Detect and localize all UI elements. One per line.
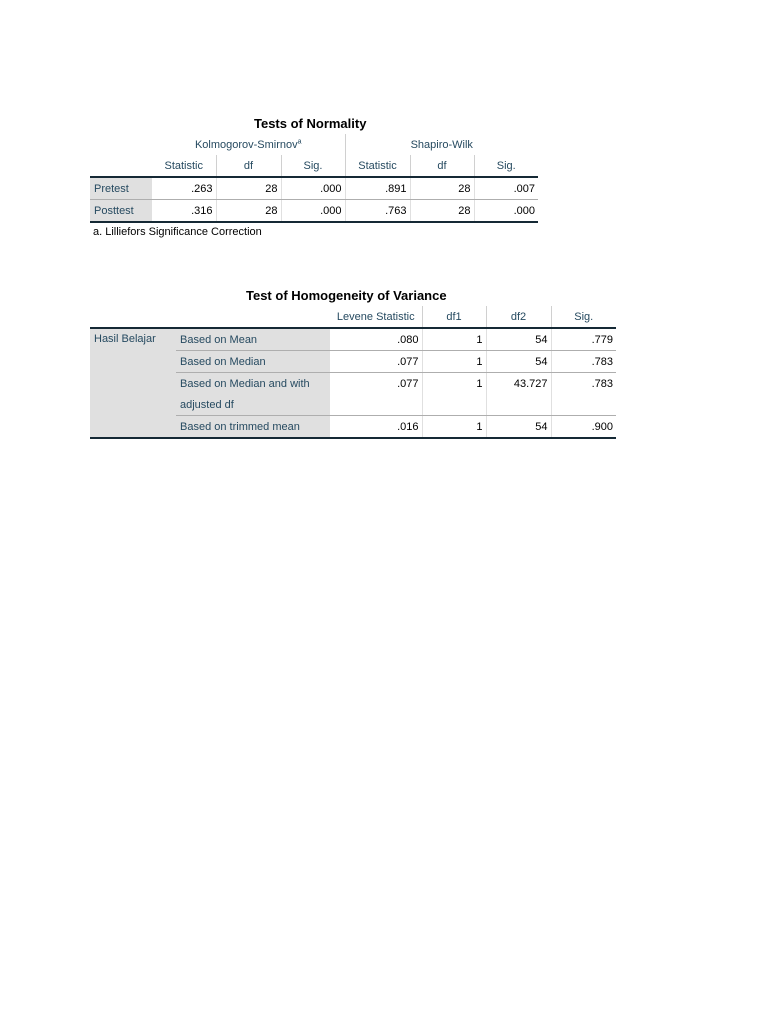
cell: .783 [591,377,613,390]
cell: .263 [152,177,216,200]
row-label-continuation: adjusted df [176,394,330,416]
cell: 43.727 [486,373,551,395]
cell: .779 [551,328,616,351]
cell: .000 [281,177,345,200]
cell: .016 [330,416,422,439]
cell: .316 [152,200,216,223]
cell: .080 [330,328,422,351]
table-row [90,177,538,200]
normality-title: Tests of Normality [254,116,367,131]
cell: 54 [486,351,551,373]
footnote-marker: a [297,137,302,145]
row-label: Based on Median [176,351,330,373]
col-header: df [216,155,281,177]
col-header: Sig. [551,306,616,328]
normality-footnote: a. Lilliefors Significance Correction [93,226,262,238]
col-header: df2 [486,306,551,328]
cell: .077 [330,373,422,395]
cell: 54 [486,416,551,439]
cell: 1 [422,416,486,439]
cell: .783 [551,351,616,373]
cell: 28 [216,200,281,223]
group-header-ks [152,134,345,155]
cell: 28 [216,177,281,200]
cell: 28 [410,177,474,200]
normality-table [90,134,538,223]
cell: 1 [422,351,486,373]
row-label: Based on Median and with [176,373,330,395]
homogeneity-table [90,306,616,439]
col-header: Levene Statistic [330,306,422,328]
homogeneity-title: Test of Homogeneity of Variance [246,288,447,303]
group-label-hasil-belajar: Hasil Belajar [90,328,176,438]
normality-group-header-row [90,134,538,155]
col-header: Sig. [474,155,538,177]
col-header: Sig. [281,155,345,177]
col-header: Statistic [152,155,216,177]
cell: .077 [330,351,422,373]
cell: .891 [345,177,410,200]
row-label-posttest: Posttest [90,200,152,223]
cell: .007 [474,177,538,200]
row-label: Based on Mean [176,328,330,351]
col-header: df [410,155,474,177]
col-header: Statistic [345,155,410,177]
row-label-pretest: Pretest [90,177,152,200]
cell: 28 [410,200,474,223]
cell: .000 [474,200,538,223]
cell: 1 [422,373,486,395]
group-header-sw: Shapiro-Wilk [410,138,473,151]
col-header: df1 [422,306,486,328]
row-label: Based on trimmed mean [176,416,330,439]
table-row [90,200,538,223]
normality-column-header-row [90,155,538,177]
table-row [90,328,616,351]
cell: .000 [281,200,345,223]
cell: 1 [422,328,486,351]
group-header-ks-label: Kolmogorov-Smirnov [194,138,298,151]
cell: .900 [551,416,616,439]
cell: .763 [345,200,410,223]
cell: 54 [486,328,551,351]
homogeneity-column-header-row [90,306,616,328]
